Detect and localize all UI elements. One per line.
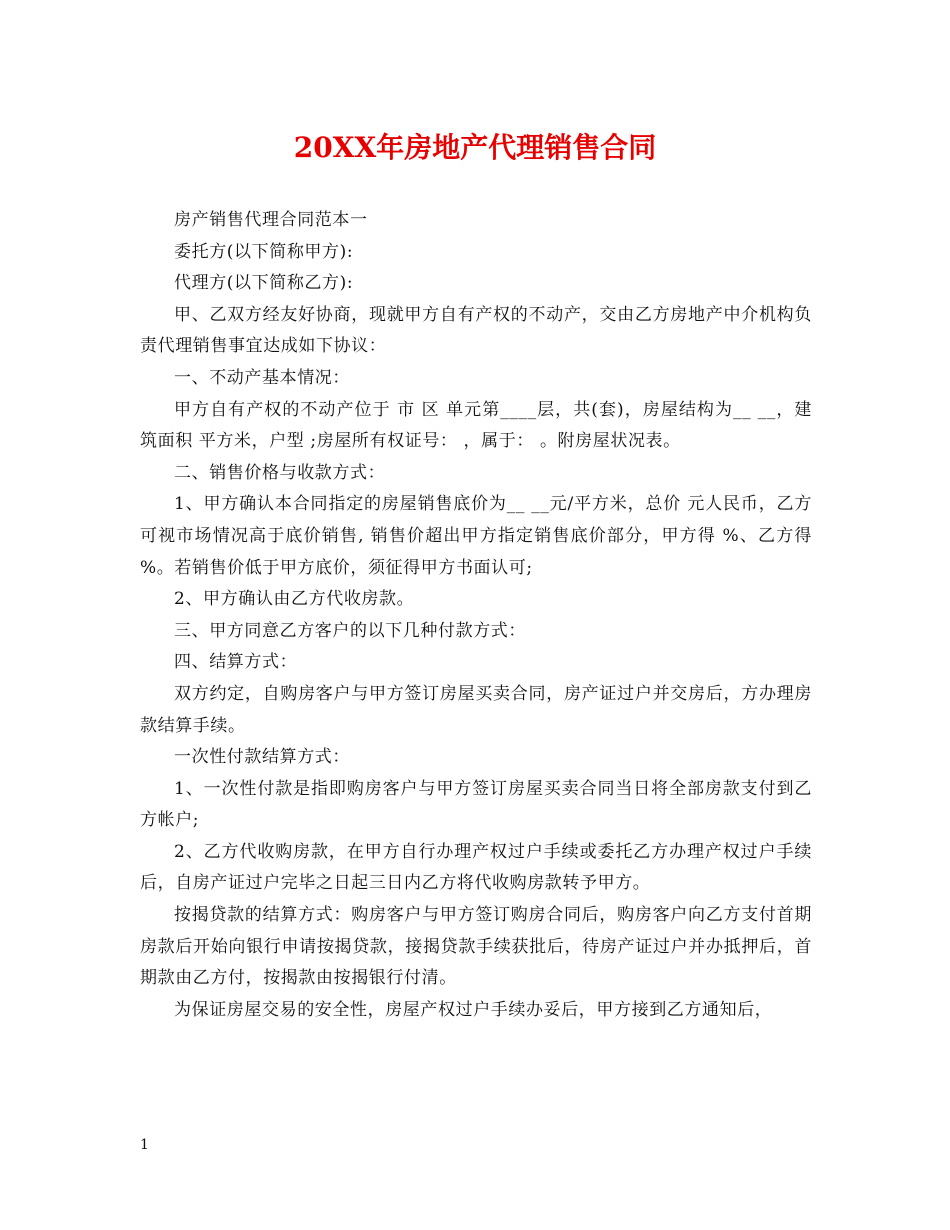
paragraph: 按揭贷款的结算方式：购房客户与甲方签订购房合同后，购房客户向乙方支付首期房款后开始向银行申请按揭贷款，接揭贷款手续获批后，待房产证过户并办抵押后，首期款由乙方付，按揭款由按揭银行付清。 <box>140 905 812 989</box>
paragraph: 2、甲方确认由乙方代收房款。 <box>174 589 415 610</box>
section-heading: 三、甲方同意乙方客户的以下几种付款方式： <box>174 620 526 641</box>
page-number: 1 <box>140 1137 149 1153</box>
paragraph: 一次性付款结算方式： <box>174 747 350 768</box>
paragraph: 代理方(以下简称乙方): <box>174 273 354 294</box>
paragraph: 1、甲方确认本合同指定的房屋销售底价为__ __元/平方米，总价 元人民币，乙方可视市场情况高于底价销售, 销售价超出甲方指定销售底价部分，甲方得 %、乙方得 %。若销售价低于甲方底价，须征得甲方书面认可; <box>140 494 812 578</box>
page-title: 20XX年房地产代理销售合同 <box>293 131 657 164</box>
section-heading: 一、不动产基本情况： <box>174 367 350 388</box>
paragraph: 为保证房屋交易的安全性，房屋产权过户手续办妥后，甲方接到乙方通知后， <box>174 999 773 1020</box>
document-body <box>140 205 812 1026</box>
section-heading: 二、销售价格与收款方式： <box>174 462 386 483</box>
section-heading: 四、结算方式： <box>174 652 298 673</box>
paragraph: 1、一次性付款是指即购房客户与甲方签订房屋买卖合同当日将全部房款支付到乙方帐户; <box>140 778 812 831</box>
paragraph: 2、乙方代收购房款，在甲方自行办理产权过户手续或委托乙方办理产权过户手续后，自房产证过户完毕之日起三日内乙方将代收购房款转予甲方。 <box>140 841 812 894</box>
paragraph: 委托方(以下简称甲方): <box>174 241 354 262</box>
paragraph: 房产销售代理合同范本一 <box>174 210 368 230</box>
paragraph: 双方约定，自购房客户与甲方签订房屋买卖合同，房产证过户并交房后，方办理房款结算手续。 <box>140 683 812 736</box>
paragraph: 甲方自有产权的不动产位于 市 区 单元第____层，共(套)，房屋结构为__ __，建筑面积 平方米，户型 ;房屋所有权证号： ，属于： 。附房屋状况表。 <box>140 399 812 452</box>
paragraph: 甲、乙双方经友好协商，现就甲方自有产权的不动产，交由乙方房地产中介机构负责代理销售事宜达成如下协议： <box>140 304 812 357</box>
